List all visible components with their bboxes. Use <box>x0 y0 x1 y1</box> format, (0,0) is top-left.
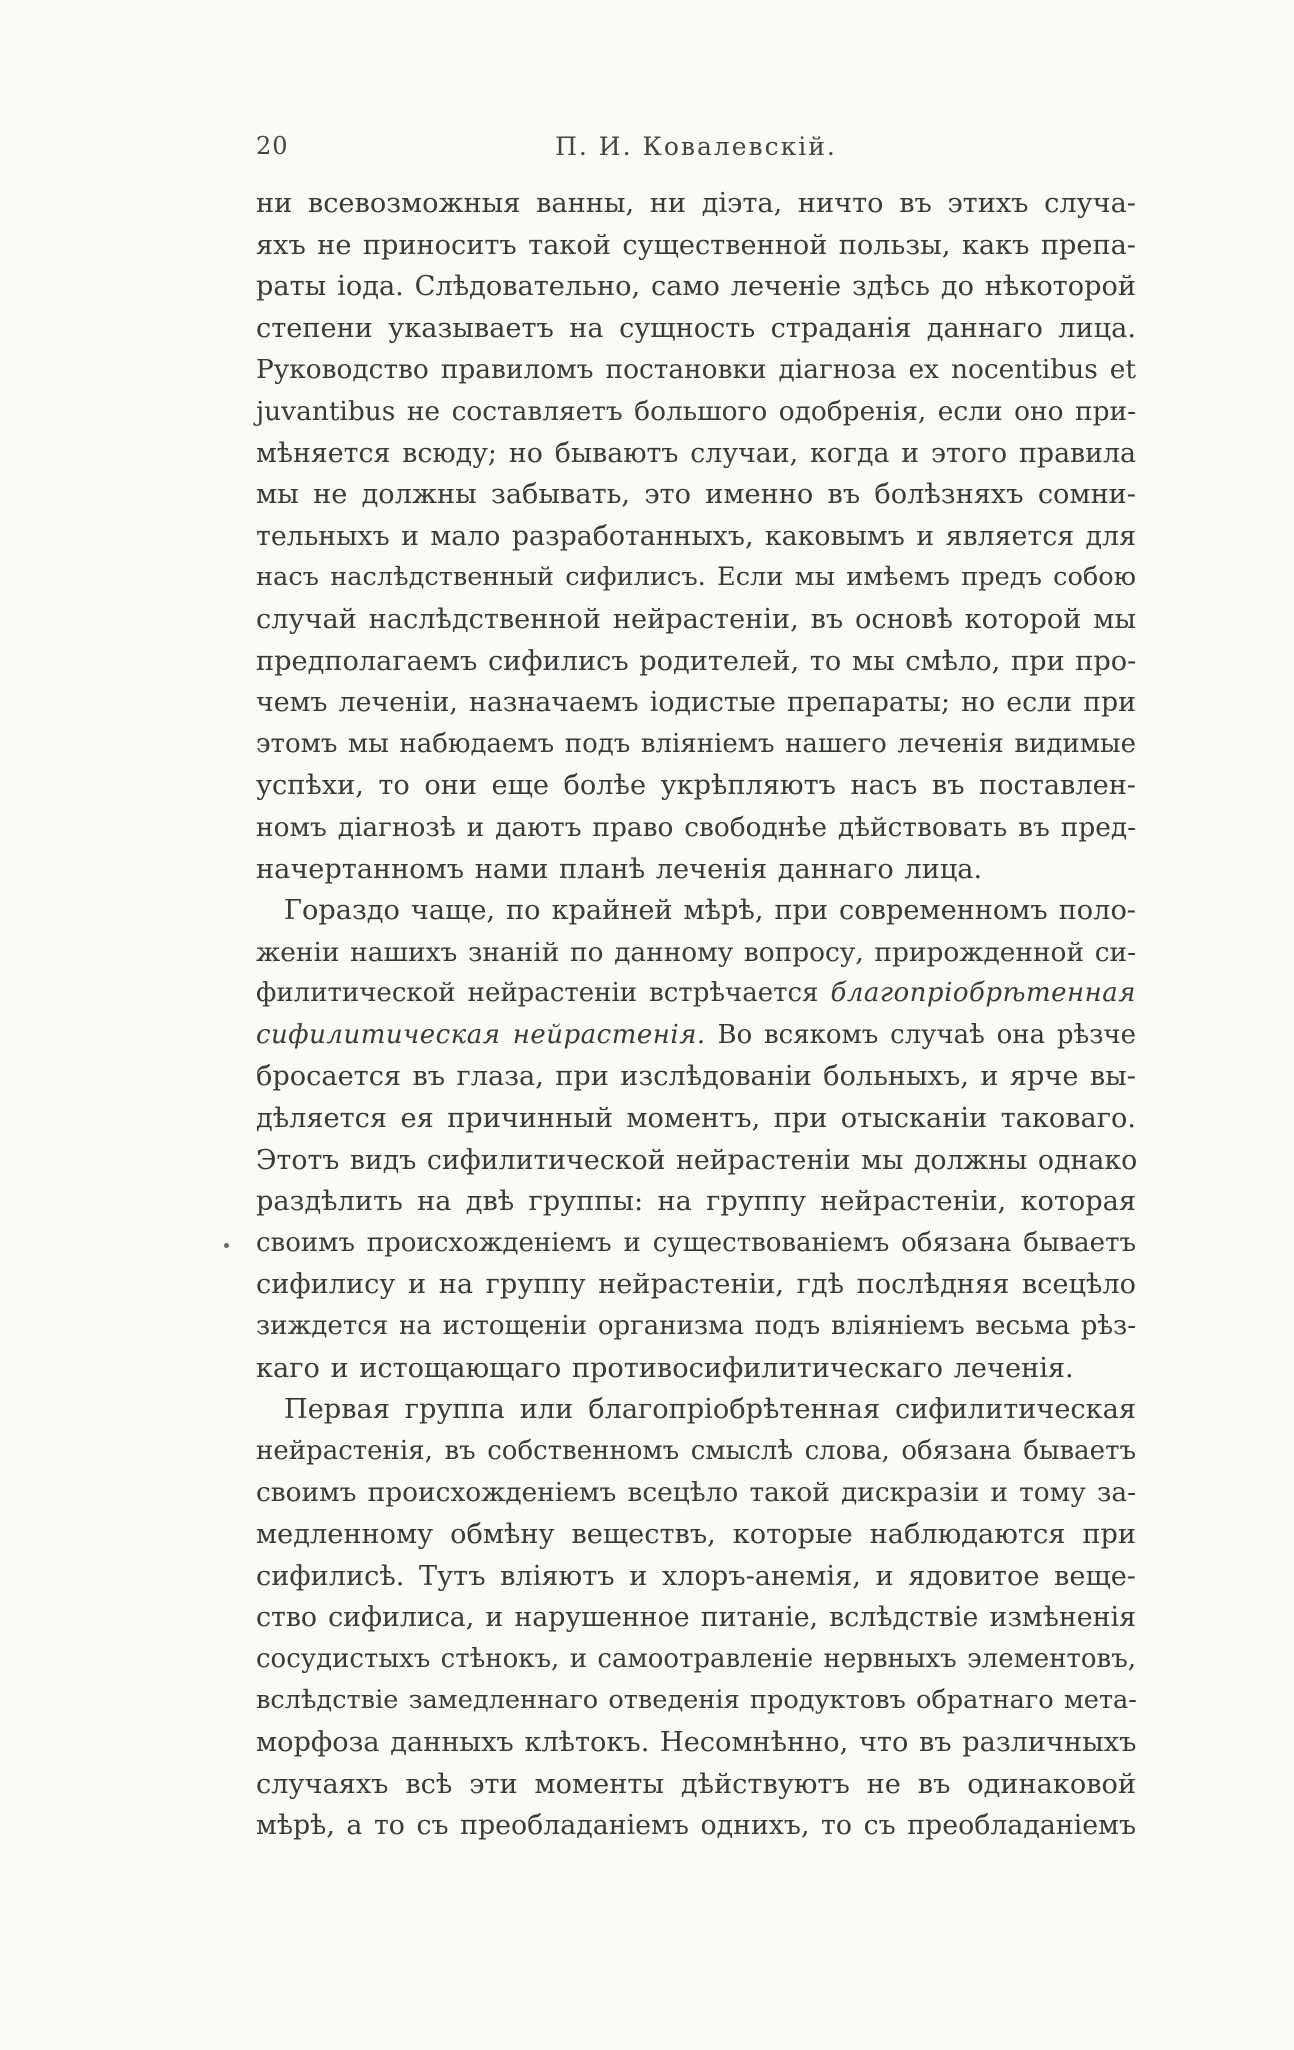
text-line-mixed <box>256 1015 1136 1057</box>
text-line: каго и истощающаго противосифилитическаго леченія. <box>256 1352 1074 1384</box>
text-line: своимъ происхожденіемъ и существованіемъ обязана бываетъ <box>256 1227 1136 1258</box>
text-line: juvantibus не составляетъ большого одобренія, если оно при- <box>256 395 1136 427</box>
text-line: раты іода. Слѣдовательно, само леченіе здѣсь до нѣкоторой <box>256 271 1136 303</box>
emphasis-term: сифилитическая нейрастенія. <box>256 1019 706 1050</box>
text-line: степени указываетъ на сущность страданія даннаго лица. <box>256 312 1136 344</box>
text-line: нейрастенія, въ собственномъ смыслѣ слова, обязана бываетъ <box>256 1435 1136 1466</box>
text-line: сифилису и на группу нейрастеніи, гдѣ послѣдняя всецѣло <box>256 1269 1136 1301</box>
text-line: женіи нашихъ знаній по данному вопросу, прирожденной си- <box>256 936 1136 968</box>
text-line: раздѣлить на двѣ группы: на группу нейрастеніи, которая <box>256 1186 1136 1218</box>
text-line: насъ наслѣдственный сифилисъ. Если мы имѣемъ предъ собою <box>256 562 1136 593</box>
text-line: Этотъ видъ сифилитической нейрастеніи мы должны однако <box>256 1144 1138 1176</box>
text-line: ни всевозможныя ванны, ни діэта, ничто въ этихъ случа- <box>256 188 1136 219</box>
text-line: ство сифилиса, и нарушенное питаніе, вслѣдствіе измѣненія <box>256 1602 1136 1634</box>
text-line: своимъ происхожденіемъ всецѣло такой дискразіи и тому за- <box>256 1477 1136 1509</box>
text-line: случай наслѣдственной нейрастеніи, въ основѣ которой мы <box>256 603 1136 635</box>
text-line: мѣняется всюду; но бываютъ случаи, когда и этого правила <box>256 437 1136 469</box>
text-line: успѣхи, то они еще болѣе укрѣпляютъ насъ въ поставлен- <box>256 770 1136 802</box>
emphasis-term: благопріобрѣтенная <box>830 978 1137 1009</box>
text-line: тельныхъ и мало разработанныхъ, каковымъ и является для <box>256 520 1136 552</box>
text-line: зиждется на истощеніи организма подъ вліяніемъ весьма рѣз- <box>256 1311 1136 1342</box>
text-line: яхъ не приноситъ такой существенной пользы, какъ препа- <box>256 229 1136 261</box>
text-line: медленному обмѣну веществъ, которые наблюдаются при <box>256 1519 1136 1550</box>
text-line-mixed <box>256 973 1136 1015</box>
running-head <box>256 132 1136 172</box>
margin-mark <box>224 1243 229 1248</box>
text-line: чемъ леченіи, назначаемъ іодистые препараты; но если при <box>256 687 1136 719</box>
text-line: Руководство правиломъ постановки діагноза ex nocentibus et <box>256 354 1136 386</box>
text-line: морфоза данныхъ клѣтокъ. Несомнѣнно, что въ различныхъ <box>256 1726 1137 1758</box>
text-line: предполагаемъ сифилисъ родителей, то мы смѣло, при про- <box>256 645 1137 677</box>
text-line: бросается въ глаза, при изслѣдованіи больныхъ, и ярче вы- <box>256 1061 1136 1093</box>
text-line: сифилисѣ. Тутъ вліяютъ и хлоръ-анемія, и ядовитое веще- <box>256 1560 1136 1592</box>
text-line: номъ діагнозѣ и даютъ право свободнѣе дѣйствовать въ пред- <box>256 811 1136 843</box>
text-line: вслѣдствіе замедленнаго отведенія продуктовъ обратнаго мета- <box>256 1685 1137 1716</box>
text-run: филитической нейрастеніи встрѣчается <box>256 978 819 1009</box>
text-line: случаяхъ всѣ эти моменты дѣйствуютъ не въ одинаковой <box>256 1768 1136 1800</box>
text-line: сосудистыхъ стѣнокъ, и самоотравленіе нервныхъ элементовъ, <box>256 1643 1136 1674</box>
running-head-title: П. И. Ковалевскій. <box>555 132 837 161</box>
text-line: мы не должны забывать, это именно въ болѣзняхъ сомни- <box>256 479 1136 511</box>
text-line: дѣляется ея причинный моментъ, при отысканіи таковаго. <box>256 1103 1136 1135</box>
page-number: 20 <box>256 132 289 160</box>
text-line: этомъ мы набюдаемъ подъ вліяніемъ нашего леченія видимые <box>256 728 1136 759</box>
text-line: начертанномъ нами планѣ леченія даннаго лица. <box>256 853 983 885</box>
text-line: Первая группа или благопріобрѣтенная сифилитическая <box>284 1394 1136 1426</box>
text-line: Гораздо чаще, по крайней мѣрѣ, при современномъ поло- <box>284 895 1136 927</box>
text-run: Во всякомъ случаѣ она рѣзче <box>717 1019 1136 1050</box>
body-text <box>256 183 1136 1847</box>
text-line: мѣрѣ, а то съ преобладаніемъ однихъ, то съ преобладаніемъ <box>256 1810 1136 1842</box>
